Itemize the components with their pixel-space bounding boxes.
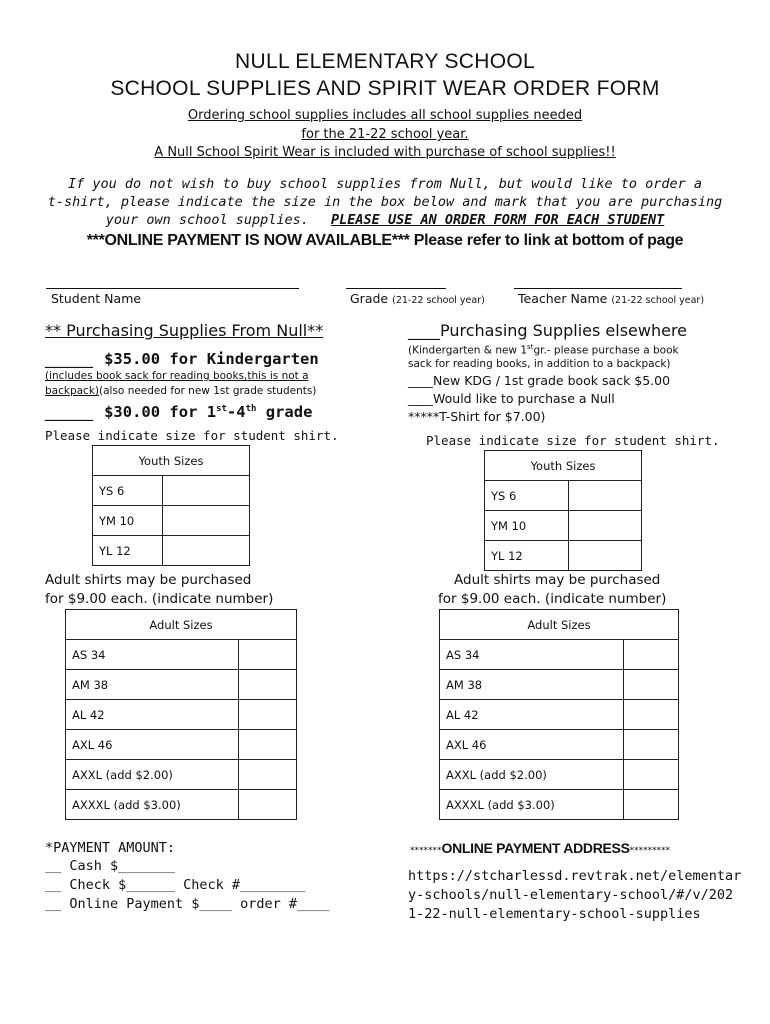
youth-ym-input[interactable] bbox=[163, 506, 250, 536]
teacher-note: (21-22 school year) bbox=[611, 295, 705, 306]
right-youth-size-yl: YL 12 bbox=[485, 541, 569, 571]
form-title: SCHOOL SUPPLIES AND SPIRIT WEAR ORDER FORM bbox=[110, 77, 660, 100]
right-adult-axxl-input[interactable] bbox=[624, 760, 679, 790]
right-adult-size-axl: AXL 46 bbox=[440, 730, 624, 760]
elsewhere-note-sup: st bbox=[527, 343, 534, 351]
right-youth-size-table bbox=[484, 450, 642, 571]
grade-line[interactable] bbox=[346, 288, 446, 289]
grade-label-text: Grade bbox=[350, 291, 389, 306]
youth-ys-input[interactable] bbox=[163, 476, 250, 506]
right-adult-size-axxxl: AXXXL (add $3.00) bbox=[440, 790, 624, 820]
adult-size-axxxl: AXXXL (add $3.00) bbox=[66, 790, 239, 820]
grade-label bbox=[350, 291, 485, 306]
student-name-line[interactable] bbox=[46, 288, 299, 289]
adult-size-axl: AXL 46 bbox=[66, 730, 239, 760]
right-adult-size-as: AS 34 bbox=[440, 640, 624, 670]
youth-size-ys: YS 6 bbox=[93, 476, 163, 506]
payment-cash[interactable]: __ Cash $_______ bbox=[45, 858, 176, 874]
payment-check[interactable]: __ Check $______ Check #________ bbox=[45, 877, 306, 893]
left-indicate-size: Please indicate size for student shirt. bbox=[45, 428, 339, 443]
right-adult-note-1: Adult shirts may be purchased bbox=[454, 572, 661, 588]
right-youth-ys-input[interactable] bbox=[569, 481, 642, 511]
adult-axxl-input[interactable] bbox=[239, 760, 297, 790]
right-adult-note-2: for $9.00 each. (indicate number) bbox=[438, 591, 667, 607]
grades-price bbox=[104, 403, 312, 421]
teacher-label bbox=[518, 291, 704, 306]
left-adult-note-2: for $9.00 each. (indicate number) bbox=[45, 591, 274, 607]
intro-line-3-text: your own school supplies. bbox=[105, 212, 309, 228]
would-like-purchase[interactable]: ____Would like to purchase a Null bbox=[408, 391, 615, 406]
online-address-line-1[interactable]: https://stcharlessd.revtrak.net/elementar bbox=[408, 868, 742, 884]
payment-online[interactable]: __ Online Payment $____ order #____ bbox=[45, 896, 330, 912]
right-adult-size-am: AM 38 bbox=[440, 670, 624, 700]
school-name: NULL ELEMENTARY SCHOOL bbox=[235, 50, 535, 73]
youth-yl-input[interactable] bbox=[163, 536, 250, 566]
online-payment-address-title bbox=[410, 840, 670, 856]
elsewhere-note-1 bbox=[408, 343, 679, 357]
adult-as-input[interactable] bbox=[239, 640, 297, 670]
grade-note: (21-22 school year) bbox=[392, 295, 485, 306]
student-name-label: Student Name bbox=[51, 291, 142, 306]
address-title-stars-left: ******* bbox=[410, 846, 442, 856]
online-address-line-2[interactable]: y-schools/null-elementary-school/#/v/202 bbox=[408, 887, 734, 903]
left-adult-note-1: Adult shirts may be purchased bbox=[45, 572, 252, 588]
new-kdg-book-sack[interactable]: ____New KDG / 1st grade book sack $5.00 bbox=[408, 373, 671, 388]
elsewhere-blank[interactable]: ____ bbox=[408, 321, 440, 340]
youth-sizes-header: Youth Sizes bbox=[93, 446, 250, 476]
right-adult-axxxl-input[interactable] bbox=[624, 790, 679, 820]
elsewhere-note-1a: (Kindergarten & new 1 bbox=[408, 344, 528, 357]
right-adult-size-axxl: AXXL (add $2.00) bbox=[440, 760, 624, 790]
purchasing-from-null-heading: ** Purchasing Supplies From Null** bbox=[45, 321, 324, 340]
adult-am-input[interactable] bbox=[239, 670, 297, 700]
adult-size-axxl: AXXL (add $2.00) bbox=[66, 760, 239, 790]
grades-price-c: grade bbox=[256, 403, 313, 421]
book-sack-note-1: (includes book sack for reading books,this is not a bbox=[45, 370, 309, 382]
adult-sizes-header: Adult Sizes bbox=[66, 610, 297, 640]
youth-size-yl: YL 12 bbox=[93, 536, 163, 566]
right-youth-ym-input[interactable] bbox=[569, 511, 642, 541]
intro-line-1: If you do not wish to buy school supplies from Null, but would like to order a bbox=[68, 176, 702, 192]
grades-sup-2: th bbox=[245, 403, 257, 414]
adult-size-am: AM 38 bbox=[66, 670, 239, 700]
right-adult-size-table bbox=[439, 609, 679, 820]
elsewhere-heading-text: Purchasing Supplies elsewhere bbox=[440, 321, 688, 340]
grades-1-4-option[interactable] bbox=[45, 402, 312, 421]
right-adult-am-input[interactable] bbox=[624, 670, 679, 700]
adult-size-as: AS 34 bbox=[66, 640, 239, 670]
purchasing-elsewhere-heading[interactable] bbox=[408, 321, 687, 340]
youth-size-ym: YM 10 bbox=[93, 506, 163, 536]
right-adult-size-al: AL 42 bbox=[440, 700, 624, 730]
grades-price-b: -4 bbox=[226, 403, 246, 421]
left-youth-size-table bbox=[92, 445, 250, 566]
right-adult-al-input[interactable] bbox=[624, 700, 679, 730]
online-payment-banner: ***ONLINE PAYMENT IS NOW AVAILABLE*** Please refer to link at bottom of page bbox=[86, 232, 684, 249]
grades-sup-1: st bbox=[216, 403, 227, 414]
right-adult-sizes-header: Adult Sizes bbox=[440, 610, 679, 640]
right-youth-yl-input[interactable] bbox=[569, 541, 642, 571]
grades-price-a: $30.00 for 1 bbox=[104, 403, 217, 421]
online-address-line-3[interactable]: 1-22-null-elementary-school-supplies bbox=[408, 906, 701, 922]
subtitle-line-3: A Null School Spirit Wear is included with purchase of school supplies!! bbox=[154, 145, 616, 160]
intro-line-3 bbox=[0, 212, 770, 228]
elsewhere-note-2: sack for reading books, in addition to a backpack) bbox=[408, 358, 671, 370]
adult-axl-input[interactable] bbox=[239, 730, 297, 760]
address-title-text: ONLINE PAYMENT ADDRESS bbox=[441, 840, 630, 856]
kindergarten-price: $35.00 for Kindergarten bbox=[104, 350, 319, 368]
right-indicate-size: Please indicate size for student shirt. bbox=[426, 433, 720, 448]
right-adult-as-input[interactable] bbox=[624, 640, 679, 670]
tshirt-price: *****T-Shirt for $7.00) bbox=[408, 409, 546, 424]
kindergarten-blank[interactable]: ______ bbox=[45, 349, 93, 368]
teacher-name-line[interactable] bbox=[514, 288, 682, 289]
grades-blank[interactable]: ______ bbox=[45, 402, 93, 421]
subtitle-line-1: Ordering school supplies includes all school supplies needed bbox=[187, 108, 583, 123]
intro-line-2: t-shirt, please indicate the size in the box below and mark that you are purchasing bbox=[47, 194, 723, 210]
adult-al-input[interactable] bbox=[239, 700, 297, 730]
kindergarten-option[interactable] bbox=[45, 349, 319, 368]
adult-size-al: AL 42 bbox=[66, 700, 239, 730]
address-title-stars-right: ********* bbox=[629, 846, 671, 856]
adult-axxxl-input[interactable] bbox=[239, 790, 297, 820]
right-adult-axl-input[interactable] bbox=[624, 730, 679, 760]
right-youth-size-ys: YS 6 bbox=[485, 481, 569, 511]
book-sack-note-2a: backpack) bbox=[45, 385, 100, 397]
subtitle-line-2: for the 21-22 school year. bbox=[301, 127, 469, 142]
right-youth-sizes-header: Youth Sizes bbox=[485, 451, 642, 481]
payment-amount-title: *PAYMENT AMOUNT: bbox=[45, 840, 176, 856]
book-sack-note-2b: (also needed for new 1st grade students) bbox=[99, 385, 317, 397]
elsewhere-note-1b: gr.- please purchase a book bbox=[533, 344, 679, 357]
left-adult-size-table bbox=[65, 609, 297, 820]
right-youth-size-ym: YM 10 bbox=[485, 511, 569, 541]
book-sack-note-2 bbox=[45, 385, 316, 397]
teacher-label-text: Teacher Name bbox=[518, 291, 608, 306]
order-form-notice: PLEASE USE AN ORDER FORM FOR EACH STUDENT bbox=[331, 212, 665, 228]
